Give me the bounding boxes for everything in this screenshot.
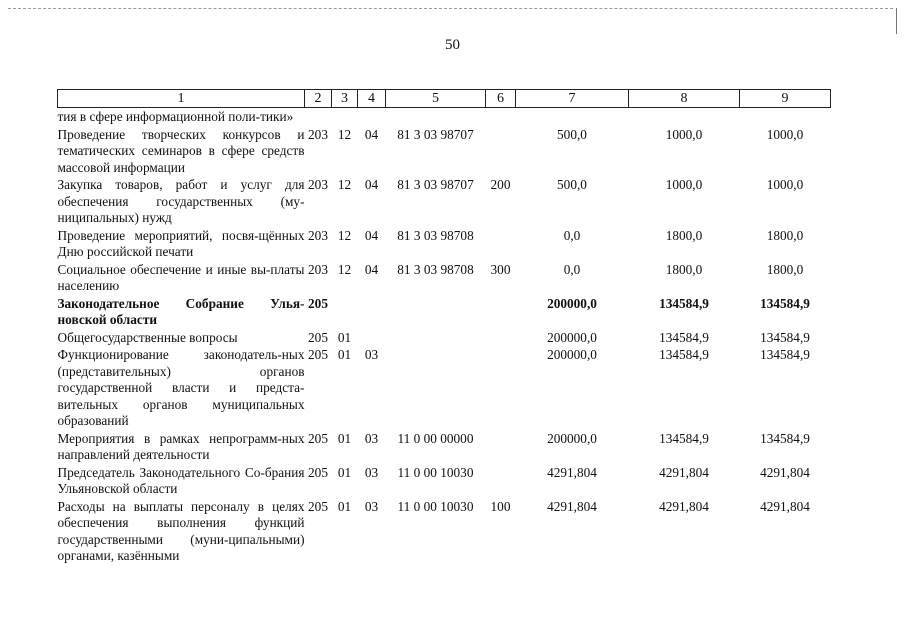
table-row xyxy=(58,464,831,498)
amount-col-9: 134584,9 xyxy=(760,347,810,362)
target-article-code xyxy=(386,329,486,347)
amount-col-8: 134584,9 xyxy=(659,295,709,311)
expense-type-code xyxy=(486,430,516,464)
target-article-code xyxy=(386,295,486,329)
target-article-code: 11 0 00 00000 xyxy=(397,430,474,446)
chapter-code: 205 xyxy=(308,464,328,480)
row-name: Проведение творческих конкурсов и тематических семинаров в сфере средств массовой информации xyxy=(57,126,305,175)
target-article-code: 11 0 00 10030 xyxy=(397,464,474,480)
header-row xyxy=(58,90,831,108)
subsection-code: 03 xyxy=(364,430,379,446)
table-row xyxy=(58,126,831,177)
table-row xyxy=(58,329,831,347)
expense-type-code xyxy=(486,108,516,126)
target-article-code xyxy=(386,108,486,126)
amount-col-7: 200000,0 xyxy=(547,329,597,345)
target-article-code: 81 3 03 98708 xyxy=(397,261,474,277)
subsection-code: 03 xyxy=(364,498,379,514)
row-name: Функционирование законодатель-ных (представительных) органов государственной власти и предста-вительных органов муниципальных образований xyxy=(57,347,305,428)
amount-col-9: 4291,804 xyxy=(760,498,810,514)
amount-col-7: 0,0 xyxy=(563,227,581,243)
expense-type-code xyxy=(486,464,516,498)
chapter-code: 205 xyxy=(308,347,328,362)
column-header-8: 8 xyxy=(629,90,740,108)
section-code: 01 xyxy=(337,347,352,362)
subsection-code: 04 xyxy=(364,126,379,142)
row-name: Расходы на выплаты персоналу в целях обеспечения выполнения функций государственными (муни-ципальными) органами, казёнными xyxy=(57,498,305,563)
amount-col-7: 200000,0 xyxy=(547,430,597,446)
section-code xyxy=(332,108,358,126)
table-row xyxy=(58,227,831,261)
chapter-code: 205 xyxy=(308,295,328,311)
table-row xyxy=(58,176,831,227)
table-row xyxy=(58,430,831,464)
amount-col-7: 4291,804 xyxy=(547,498,597,514)
amount-col-8: 4291,804 xyxy=(659,498,709,514)
amount-col-7: 500,0 xyxy=(557,126,587,142)
expense-type-code: 100 xyxy=(490,498,511,514)
amount-col-8: 1800,0 xyxy=(665,227,703,243)
row-name: тия в сфере информационной поли-тики» xyxy=(57,109,294,124)
amount-col-8: 1800,0 xyxy=(665,261,703,277)
amount-col-7: 4291,804 xyxy=(547,464,597,480)
page-number: 50 xyxy=(445,37,460,53)
section-code: 01 xyxy=(337,430,352,446)
amount-col-9: 4291,804 xyxy=(760,464,810,480)
section-code: 12 xyxy=(337,177,352,192)
row-name: Председатель Законодательного Со-брания Ульяновской области xyxy=(57,464,305,496)
target-article-code: 11 0 00 10030 xyxy=(397,498,474,514)
subsection-code: 03 xyxy=(364,347,379,362)
amount-col-9: 134584,9 xyxy=(760,430,810,446)
row-name: Социальное обеспечение и иные вы-платы населению xyxy=(57,261,305,293)
amount-col-8: 134584,9 xyxy=(659,347,709,362)
amount-col-7: 200000,0 xyxy=(547,347,597,362)
subsection-code xyxy=(358,108,386,126)
chapter-code: 203 xyxy=(308,261,328,277)
target-article-code: 81 3 03 98708 xyxy=(397,227,474,243)
table-row xyxy=(58,108,831,126)
column-header-6: 6 xyxy=(486,90,516,108)
section-code xyxy=(332,295,358,329)
budget-table xyxy=(57,89,831,565)
subsection-code: 04 xyxy=(364,261,379,277)
column-header-9: 9 xyxy=(740,90,831,108)
amount-col-9: 134584,9 xyxy=(760,329,810,345)
chapter-code: 203 xyxy=(308,177,328,192)
amount-col-8: 1000,0 xyxy=(665,126,703,142)
amount-col-9 xyxy=(740,108,831,126)
table-row xyxy=(58,295,831,329)
amount-col-8: 1000,0 xyxy=(665,177,703,192)
row-name: Общегосударственные вопросы xyxy=(57,329,238,345)
table-row xyxy=(58,261,831,295)
expense-type-code xyxy=(486,126,516,177)
column-header-5: 5 xyxy=(386,90,486,108)
amount-col-9: 1800,0 xyxy=(766,227,804,243)
section-code: 01 xyxy=(337,329,352,345)
expense-type-code xyxy=(486,346,516,430)
scan-top-border xyxy=(8,8,893,9)
amount-col-9: 134584,9 xyxy=(760,295,810,311)
row-name: Закупка товаров, работ и услуг для обеспечения государственных (му-ниципальных) нужд xyxy=(57,177,305,225)
chapter-code: 205 xyxy=(308,430,328,446)
chapter-code xyxy=(305,108,332,126)
column-header-7: 7 xyxy=(516,90,629,108)
section-code: 12 xyxy=(337,126,352,142)
target-article-code: 81 3 03 98707 xyxy=(397,126,474,142)
table-row xyxy=(58,346,831,430)
target-article-code: 81 3 03 98707 xyxy=(397,177,474,192)
amount-col-9: 1800,0 xyxy=(766,261,804,277)
amount-col-7: 200000,0 xyxy=(547,295,597,311)
section-code: 12 xyxy=(337,261,352,277)
chapter-code: 205 xyxy=(308,329,328,345)
amount-col-7: 500,0 xyxy=(557,177,587,192)
subsection-code xyxy=(358,329,386,347)
amount-col-7 xyxy=(516,108,629,126)
section-code: 01 xyxy=(337,464,352,480)
expense-type-code xyxy=(486,295,516,329)
table-header xyxy=(58,90,831,108)
amount-col-9: 1000,0 xyxy=(766,177,804,192)
subsection-code xyxy=(358,295,386,329)
amount-col-8: 134584,9 xyxy=(659,430,709,446)
row-name: Проведение мероприятий, посвя-щённых Дню российской печати xyxy=(57,227,305,259)
column-header-3: 3 xyxy=(332,90,358,108)
expense-type-code xyxy=(486,227,516,261)
amount-col-8: 134584,9 xyxy=(659,329,709,345)
chapter-code: 203 xyxy=(308,126,328,142)
expense-type-code xyxy=(486,329,516,347)
subsection-code: 04 xyxy=(364,177,379,192)
row-name: Мероприятия в рамках непрограмм-ных направлений деятельности xyxy=(57,430,305,462)
amount-col-8: 4291,804 xyxy=(659,464,709,480)
subsection-code: 03 xyxy=(364,464,379,480)
amount-col-7: 0,0 xyxy=(563,261,581,277)
target-article-code xyxy=(386,346,486,430)
scan-right-edge xyxy=(896,8,897,34)
table-row xyxy=(58,498,831,565)
section-code: 12 xyxy=(337,227,352,243)
chapter-code: 203 xyxy=(308,227,328,243)
column-header-2: 2 xyxy=(305,90,332,108)
expense-type-code: 300 xyxy=(490,261,511,277)
row-name: Законодательное Собрание Улья-новской области xyxy=(57,295,305,327)
table-body xyxy=(58,108,831,565)
section-code: 01 xyxy=(337,498,352,514)
chapter-code: 205 xyxy=(308,498,328,514)
expense-type-code: 200 xyxy=(490,177,511,192)
subsection-code: 04 xyxy=(364,227,379,243)
column-header-1: 1 xyxy=(58,90,305,108)
amount-col-8 xyxy=(629,108,740,126)
amount-col-9: 1000,0 xyxy=(766,126,804,142)
column-header-4: 4 xyxy=(358,90,386,108)
